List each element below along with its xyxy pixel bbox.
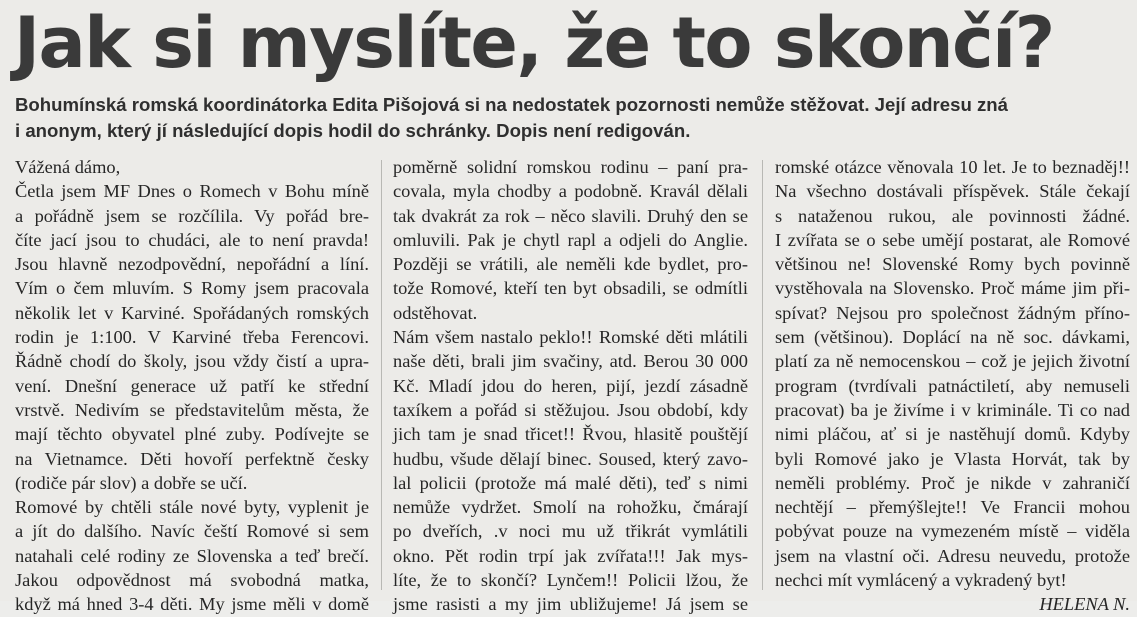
- article-text-line: neměli problémy. Proč je nikde v zahraničí: [775, 472, 1130, 493]
- article-text-line: naše děti, brali jim svačiny, atd. Berou 30 000: [393, 351, 748, 372]
- article-text-line: líte, že to skončí? Lynčem!! Policii lžou, že: [393, 570, 748, 591]
- article-text-line: byli Romové jako je Vlasta Horvát, tak by: [775, 448, 1130, 469]
- article-text-line: mají těchto obyvatel plné zuby. Podívejte se: [15, 424, 369, 445]
- article-text-line: vystěhovala na Slovensko. Proč máme jim při-: [775, 278, 1130, 299]
- lead-line: i anonym, který jí následující dopis hodil do schránky. Dopis není redigován.: [15, 120, 691, 141]
- article-text-line: jsem na vlastní oči. Adresu neuvedu, protože: [775, 545, 1130, 566]
- article-text-line: nechci mít vymlácený a vykradený byt!: [775, 570, 1067, 591]
- article-text-line: tože Romové, kteří ten byt obsadili, se odmítli: [393, 278, 748, 299]
- article-text-line: a jít do dalšího. Navíc čeští Romové si sem: [15, 521, 369, 542]
- article-text-line: Nám všem nastalo peklo!! Romské děti mlátili: [393, 327, 748, 348]
- article-text-line: Jakou odpovědnost má svobodná matka,: [15, 570, 369, 591]
- column-divider: [381, 160, 382, 590]
- article-text-line: I zvířata se o sebe umějí postarat, ale Romové: [775, 229, 1130, 250]
- article-text-line: hudbu, všude dělají binec. Soused, který zavo-: [393, 448, 748, 469]
- article-text-line: pracovat) ba je živíme i v kriminále. Ti co nad: [775, 399, 1130, 420]
- article-text-line: na Vietnamce. Děti hovoří perfektně česky: [15, 448, 369, 469]
- article-text-line: platí za ně nemocenskou – což je jejich životní: [775, 351, 1130, 372]
- article-text-line: jsme rasisti a my jim ubližujeme! Já jsem se: [393, 594, 748, 615]
- article-text-line: nechtějí – přemýšlejte!! Ve Francii mohou: [775, 497, 1130, 518]
- article-text-line: číte jací jsou to chudáci, ale to není pravda!: [15, 229, 369, 250]
- article-text-line: Později se vrátili, ale neměli kde bydlet, pro-: [393, 254, 748, 275]
- article-text-line: několik let v Karviné. Spořádaných romských: [15, 302, 369, 323]
- article-text-line: (rodiče pár slov) a dobře se učí.: [15, 472, 248, 493]
- article-signature: HELENA N.: [1039, 594, 1130, 615]
- article-text-line: Vážená dámo,: [15, 157, 121, 177]
- article-text-line: sem (většinou). Doplácí na ně soc. dávkami,: [775, 327, 1130, 348]
- article-headline: Jak si myslíte, že to skončí?: [14, 2, 1054, 84]
- article-text-line: romské otázce věnovala 10 let. Je to beznaděj!!: [775, 157, 1130, 177]
- article-text-line: program (tvrdívali patnáctiletí, aby nemuseli: [775, 375, 1130, 396]
- article-text-line: poměrně solidní romskou rodinu – paní pra-: [393, 157, 748, 177]
- article-text-line: jich tam je snad třicet!! Řvou, hlasitě pouštějí: [393, 424, 748, 445]
- column-divider: [762, 160, 763, 590]
- article-text-line: taxíkem a pořád si stěžujou. Jsou období, kdy: [393, 399, 748, 420]
- article-text-line: Jsou hlavně nezodpovědní, nepořádní a líní.: [15, 254, 369, 275]
- article-text-line: vení. Dnešní generace už patří ke střední: [15, 375, 369, 396]
- article-text-line: s nataženou rukou, ale povinnosti žádné.: [775, 205, 1130, 226]
- article-text-line: natahali celé rodiny ze Slovenska a teď brečí.: [15, 545, 369, 566]
- article-text-line: pobývat pouze na vymezeném místě – viděla: [775, 521, 1130, 542]
- article-text-line: Kč. Mladí jdou do heren, pijí, jezdí zásadně: [393, 375, 748, 396]
- article-text-line: rodin je 1:100. V Karviné třeba Ferencovi.: [15, 327, 369, 348]
- article-column-2: [393, 155, 748, 617]
- article-column-3: [775, 155, 1130, 617]
- article-text-line: tak dvakrát za rok – něco slavili. Druhý den se: [393, 205, 748, 226]
- article-text-line: Vím o čem mluvím. S Romy jsem pracovala: [15, 278, 369, 299]
- article-text-line: covala, myla chodby a podobně. Kravál dělali: [393, 181, 748, 202]
- article-text-line: a pořádně jsem se rozčílila. Vy pořád bre-: [15, 205, 369, 226]
- article-text-line: když má hned 3-4 děti. My jsme měli v domě: [15, 594, 369, 615]
- article-text-line: vrstvě. Nedivím se představitelům města, že: [15, 399, 369, 420]
- article-text-line: po dveřích, .v noci mu už třikrát vymlátili: [393, 521, 748, 542]
- article-text-line: okno. Pět rodin trpí jak zvířata!!! Jak mys-: [393, 545, 748, 566]
- article-lead: [15, 92, 1125, 144]
- article-text-line: spívat? Nejsou pro společnost žádným příno-: [775, 302, 1130, 323]
- article-text-line: Romové by chtěli stále nové byty, vyplenit je: [15, 497, 369, 518]
- article-text-line: Řádně chodí do školy, jsou vždy čistí a upra-: [15, 351, 369, 372]
- article-text-line: Na všechno dostávali příspěvek. Stále čekají: [775, 181, 1130, 202]
- article-text-line: nimi pláčou, ať si je nastěhují domů. Kdyby: [775, 424, 1130, 445]
- article-column-1: [15, 155, 369, 617]
- article-text-line: lal policii (protože má malé děti), teď s nimi: [393, 472, 748, 493]
- article-text-line: omluvili. Pak je chytl rapl a odjeli do Anglie.: [393, 229, 748, 250]
- article-text-line: odstěhovat.: [393, 302, 478, 323]
- lead-line: Bohumínská romská koordinátorka Edita Pišojová si na nedostatek pozornosti nemůže stěžovat. Její adresu zná: [15, 94, 1008, 115]
- article-text-line: většinou ne! Slovenské Romy bych povinně: [775, 254, 1130, 275]
- article-text-line: nemůže vydržet. Smolí na rohožku, čmárají: [393, 497, 748, 518]
- article-text-line: Četla jsem MF Dnes o Romech v Bohu míně: [15, 181, 369, 202]
